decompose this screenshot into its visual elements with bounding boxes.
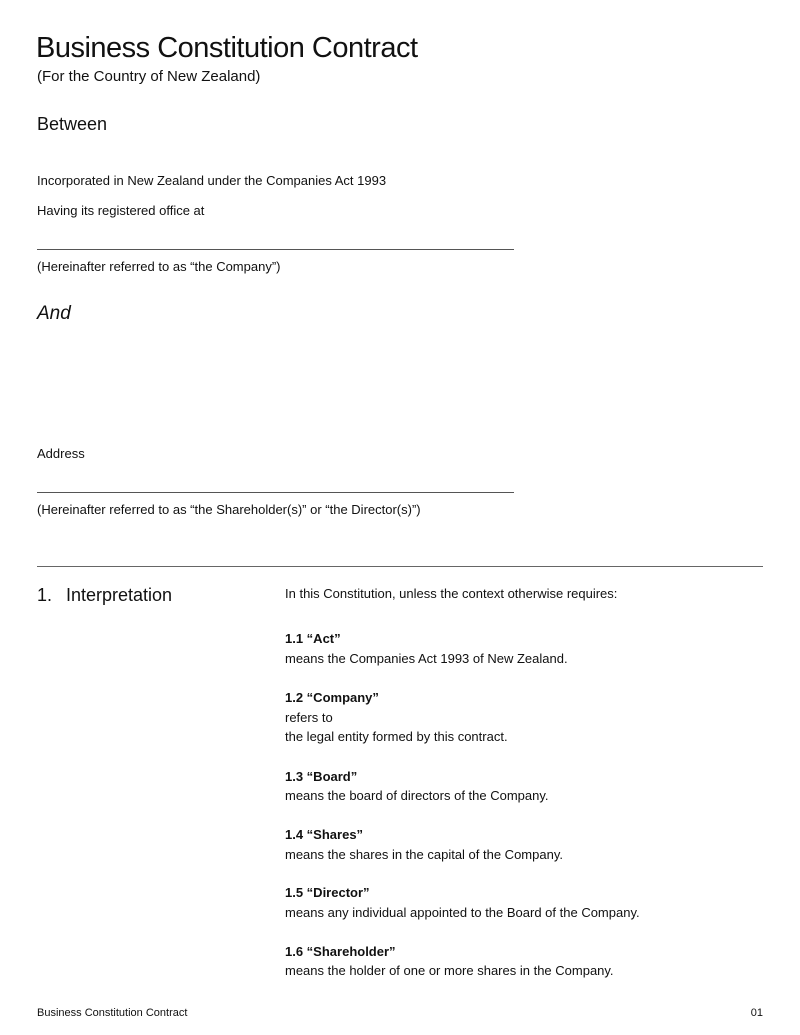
definition-text: means any individual appointed to the Board of the Company. <box>285 905 640 920</box>
address-signature-line <box>37 492 514 493</box>
definition-text: means the board of directors of the Company. <box>285 788 549 803</box>
footer-page-number: 01 <box>750 1007 763 1019</box>
definition-term: 1.3 “Board” <box>285 769 358 784</box>
definition-text: means the shares in the capital of the Company. <box>285 847 563 862</box>
definition-text: means the holder of one or more shares in the Company. <box>285 963 614 978</box>
address-label: Address <box>37 446 85 461</box>
section-divider <box>37 566 763 567</box>
registered-office-signature-line <box>37 249 514 250</box>
section-number: 1. <box>37 585 53 605</box>
definition-term: 1.5 “Director” <box>285 885 370 900</box>
definition-term: 1.6 “Shareholder” <box>285 944 396 959</box>
definition-term: 1.4 “Shares” <box>285 827 364 842</box>
shareholder-reference-text: (Hereinafter referred to as “the Shareholder(s)” or “the Director(s)”) <box>37 502 421 517</box>
definition-text: the legal entity formed by this contract. <box>285 729 508 744</box>
registered-office-text: Having its registered office at <box>37 203 205 218</box>
footer-document-name: Business Constitution Contract <box>37 1007 188 1019</box>
and-heading: And <box>37 303 71 324</box>
page-subtitle: (For the Country of New Zealand) <box>37 68 261 85</box>
definition-text: refers to <box>285 710 333 725</box>
section-title: Interpretation <box>66 585 173 605</box>
section-intro: In this Constitution, unless the context otherwise requires: <box>285 586 618 601</box>
definition-term: 1.1 “Act” <box>285 631 341 646</box>
page-title: Business Constitution Contract <box>36 32 418 64</box>
between-heading: Between <box>37 114 108 134</box>
definition-term: 1.2 “Company” <box>285 690 379 705</box>
definition-text: means the Companies Act 1993 of New Zealand. <box>285 651 568 666</box>
incorporated-text: Incorporated in New Zealand under the Companies Act 1993 <box>37 173 387 188</box>
company-reference-text: (Hereinafter referred to as “the Company”) <box>37 259 281 274</box>
